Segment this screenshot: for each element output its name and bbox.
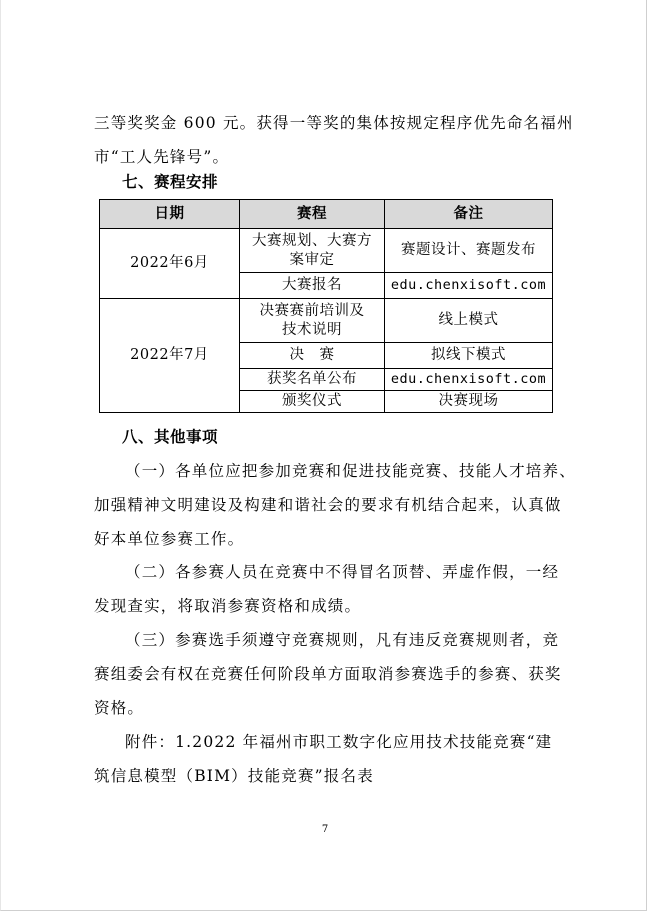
event-line: 案审定 [289,251,335,268]
table-row [100,229,553,273]
intro-line-1: 三等奖奖金 600 元。获得一等奖的集体按规定程序优先命名福州 [94,114,574,132]
event-cell [240,229,385,273]
paragraph-line: 加强精神文明建设及构建和谐社会的要求有机结合起来，认真做 [94,496,562,514]
attachment-line: 筑信息模型（BIM）技能竞赛”报名表 [94,767,374,785]
page-number: 7 [321,824,329,835]
section-8-heading: 八、其他事项 [122,428,219,446]
paragraph-line: 发现查实，将取消参赛资格和成绩。 [94,597,362,615]
schedule-table [99,199,553,413]
note-cell: 线上模式 [385,299,553,343]
event-cell [240,299,385,343]
event-cell: 决 赛 [240,343,385,369]
header-event: 赛程 [240,200,385,229]
intro-line-2: 市“工人先锋号”。 [94,148,230,166]
paragraph-line: 好本单位参赛工作。 [94,530,245,548]
paragraph-line: （一）各单位应把参加竞赛和促进技能竞赛、技能人才培养、 [125,462,576,480]
event-cell: 颁奖仪式 [240,391,385,413]
note-cell: 赛题设计、赛题发布 [385,229,553,273]
note-cell: 拟线下模式 [385,343,553,369]
header-note: 备注 [385,200,553,229]
event-line: 大赛规划、大赛方 [252,232,372,249]
paragraph-line: 资格。 [94,699,145,717]
attachment-line: 附件：1.2022 年福州市职工数字化应用技术技能竞赛“建 [125,733,553,751]
paragraph-line: （二）各参赛人员在竞赛中不得冒名顶替、弄虚作假，一经 [125,563,560,581]
date-cell: 2022年7月 [100,299,240,413]
note-cell-url: edu.chenxisoft.com [385,369,553,391]
table-row [100,299,553,343]
header-date: 日期 [100,200,240,229]
event-line: 技术说明 [282,321,342,338]
schedule-header-row [100,200,553,229]
paragraph-line: 赛组委会有权在竞赛任何阶段单方面取消参赛选手的参赛、获奖 [94,665,562,683]
event-line: 决赛赛前培训及 [259,302,365,319]
date-cell: 2022年6月 [100,229,240,299]
event-cell: 获奖名单公布 [240,369,385,391]
section-7-heading: 七、赛程安排 [122,173,219,191]
note-cell-url: edu.chenxisoft.com [385,273,553,299]
note-cell: 决赛现场 [385,391,553,413]
event-cell: 大赛报名 [240,273,385,299]
paragraph-line: （三）参赛选手须遵守竞赛规则，凡有违反竞赛规则者，竞 [125,631,560,649]
